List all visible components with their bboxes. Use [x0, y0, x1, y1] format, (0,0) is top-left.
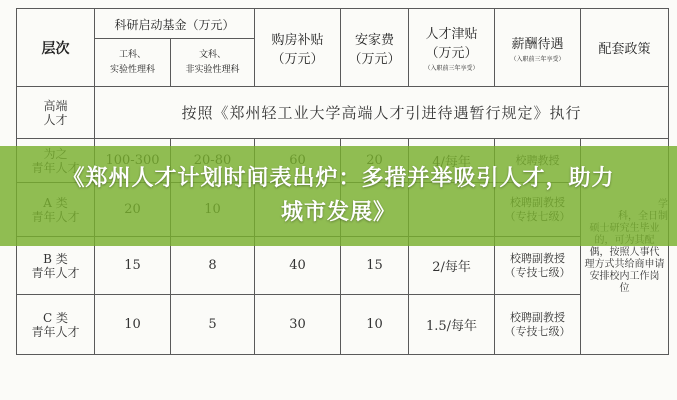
- table-row: [17, 295, 669, 355]
- header-fund-engineering: 工科、 实验性理科: [95, 39, 171, 87]
- header-level: 层次: [17, 9, 95, 87]
- header-salary: 薪酬待遇 （入职前三年享受）: [495, 9, 581, 87]
- cell-settle: 10: [341, 295, 409, 355]
- cell-fund-liberal-arts: 8: [171, 237, 255, 295]
- header-fund: 科研启动基金（万元）: [95, 9, 255, 39]
- cell-policy: 偶，按照人事代 理方式共给商申请 安排校内工作岗 位: [581, 139, 669, 355]
- header-policy: 配套政策: [581, 9, 669, 87]
- header-housing: 购房补贴 （万元）: [255, 9, 341, 87]
- cell-fund-engineering: 10: [95, 295, 171, 355]
- cell-housing: 30: [255, 295, 341, 355]
- cell-salary: 校聘副教授 （专技七级）: [495, 295, 581, 355]
- cell-settle: 15: [341, 237, 409, 295]
- headline-banner: [0, 146, 677, 246]
- header-fund-liberal-arts: 文科、 非实验性理科: [171, 39, 255, 87]
- header-allowance: 人才津贴 （万元） （入职前三年享受）: [409, 9, 495, 87]
- cell-fund-liberal-arts: 5: [171, 295, 255, 355]
- row-label: C 类 青年人才: [17, 295, 95, 355]
- header-settle: 安家费 （万元）: [341, 9, 409, 87]
- cell-allowance: 2/每年: [409, 237, 495, 295]
- headline-text: 《郑州人才计划时间表出炉：多措并举吸引人才，助力城市发展》: [62, 166, 615, 225]
- row-label-high-end: 高端 人才: [17, 87, 95, 139]
- high-end-notice: 按照《郑州轻工业大学高端人才引进待遇暂行规定》执行: [95, 87, 669, 139]
- cell-fund-engineering: 15: [95, 237, 171, 295]
- row-label: B 类 青年人才: [17, 237, 95, 295]
- cell-allowance: 1.5/每年: [409, 295, 495, 355]
- cell-housing: 40: [255, 237, 341, 295]
- cell-salary: 校聘副教授 （专技七级）: [495, 237, 581, 295]
